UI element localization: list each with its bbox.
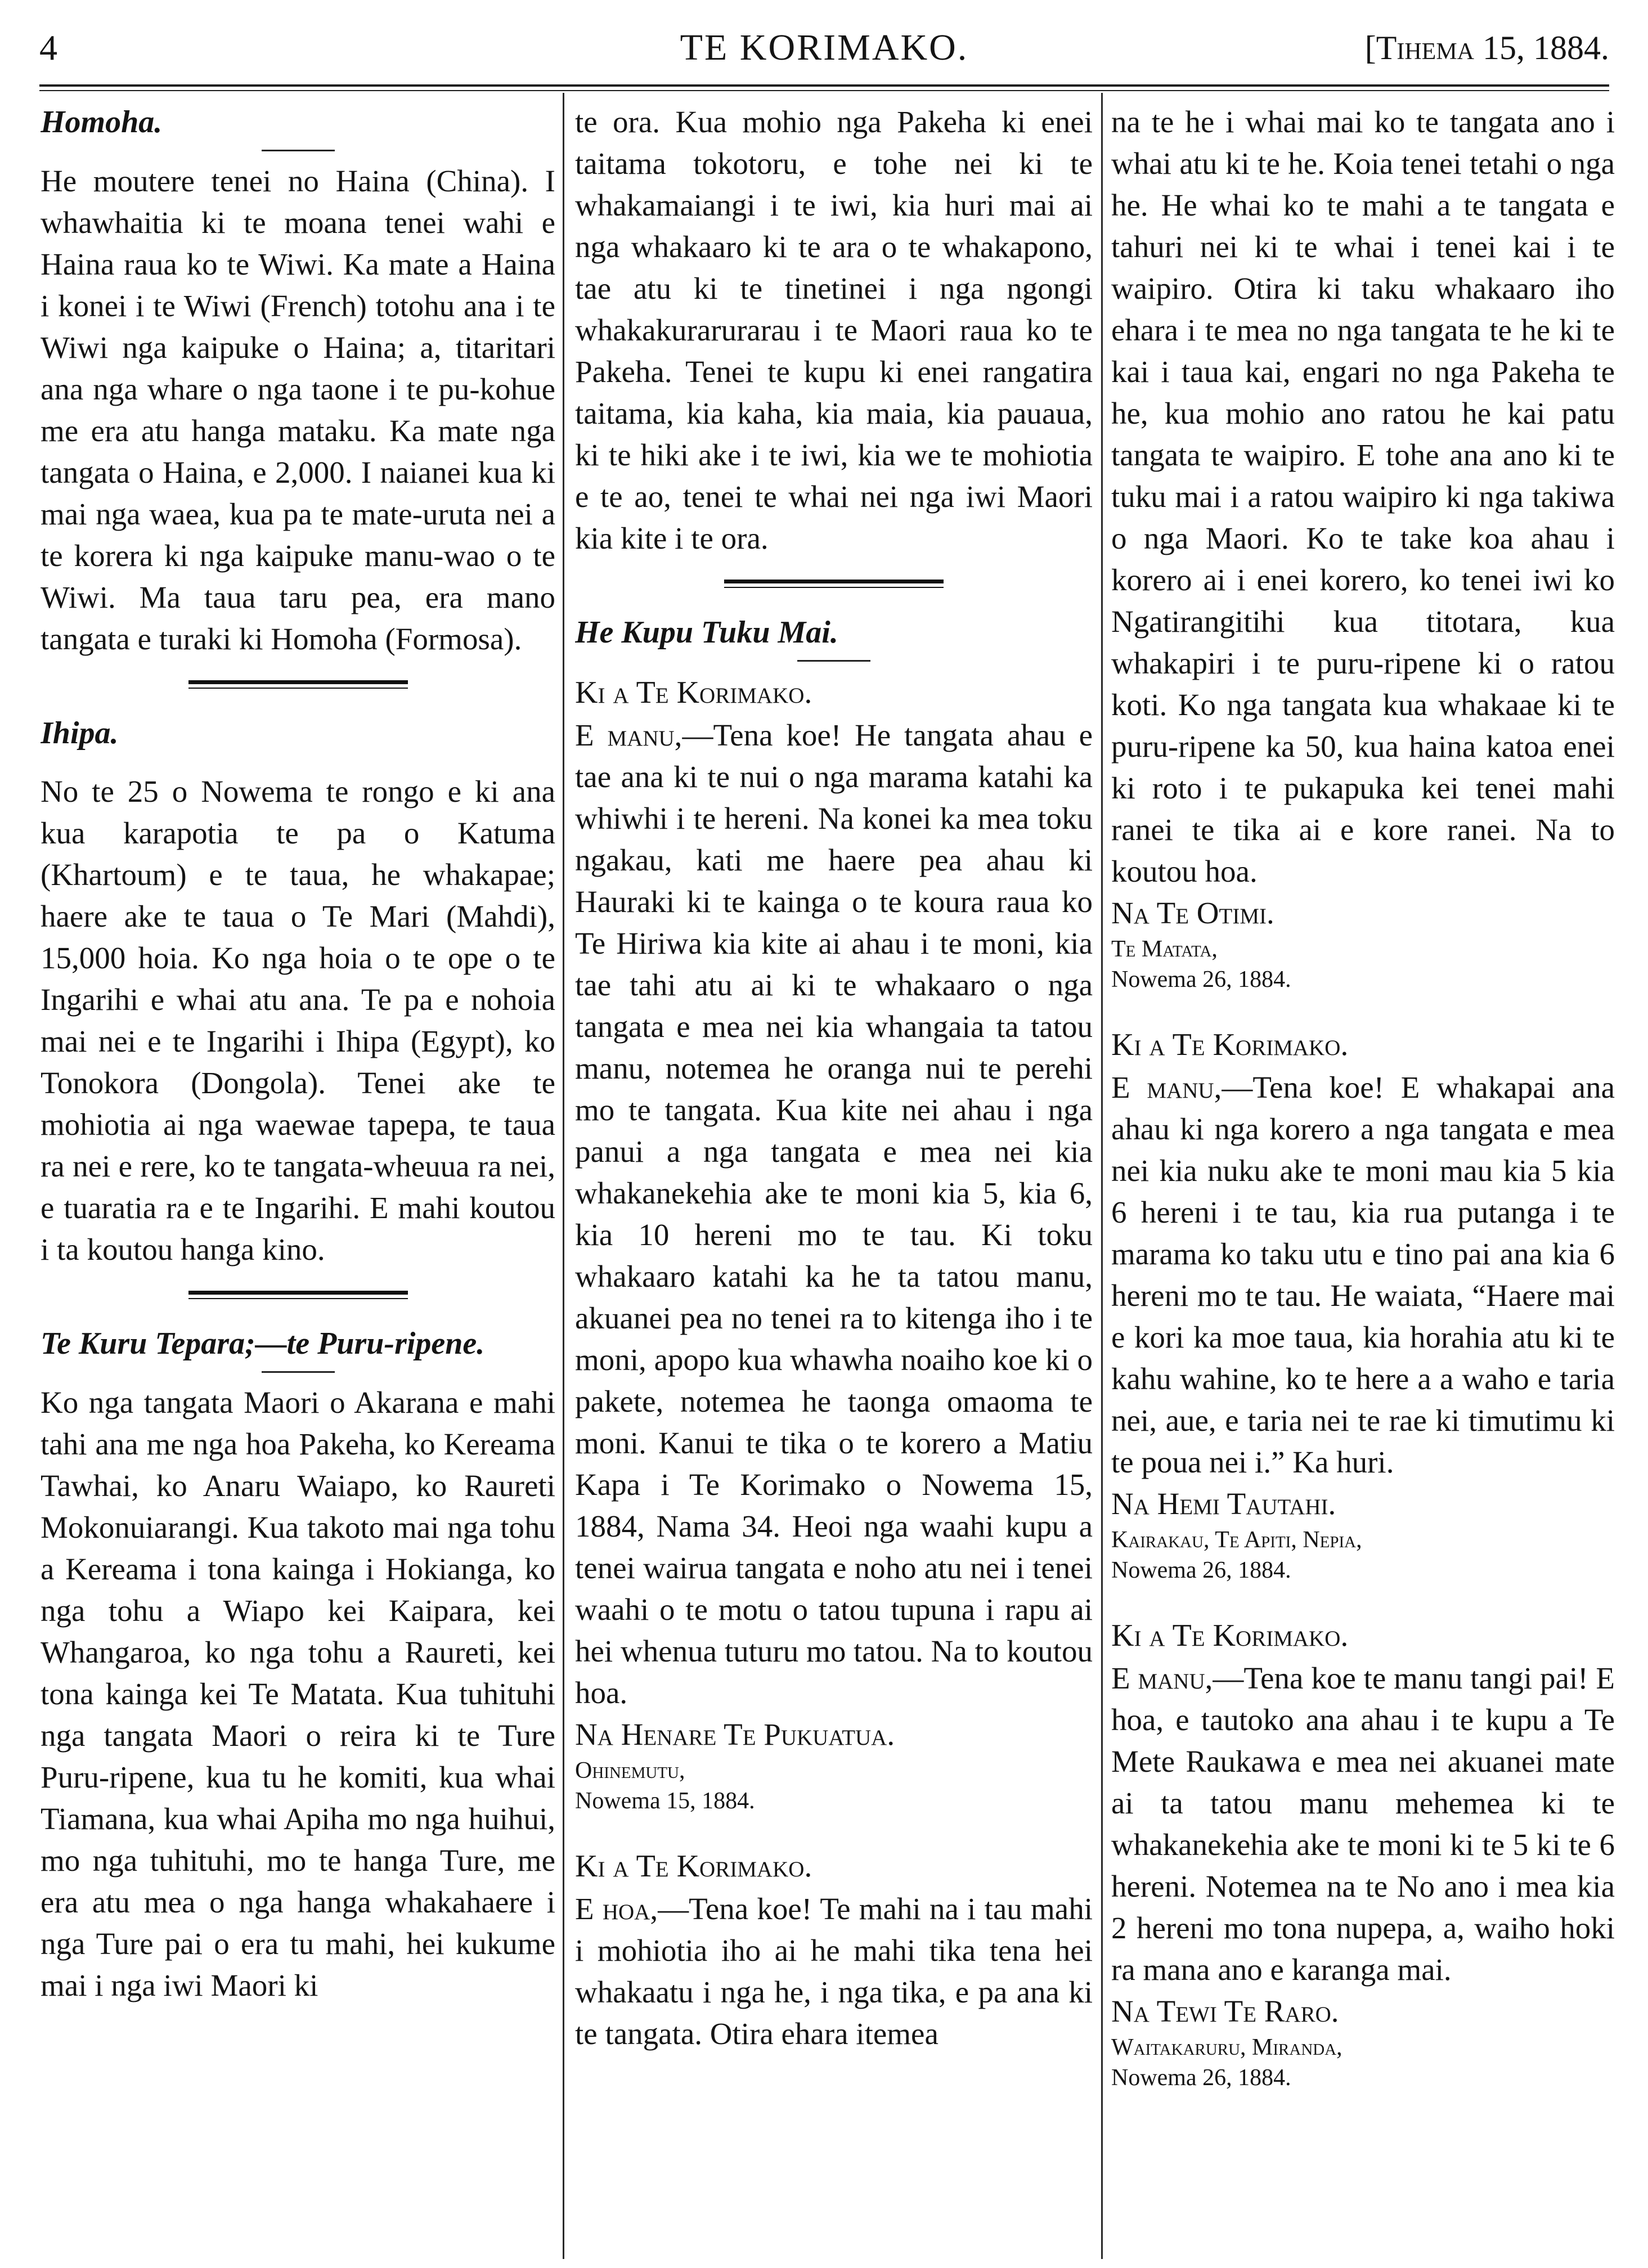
article-body-kuru-continued: te ora. Kua mohio nga Pakeha ki enei taitama tokotoru, e tohe nei ki te whakamaiangi i te iwi, kia huri mai ai nga whakaaro ki te ara o te whakapono, tae atu ki te tinetinei i nga ngongi whakakurarurarau i te Maori raua ko te Pakeha. Tenei te kupu ki enei rangatira taitama, kia kaha, kia maia, kia pauaua, ki te hiki ake i te iwi, kia we te mohiotia e te ao, tenei te whai nei nga iwi Maori kia kite i te ora. [575, 105, 1093, 555]
letter-text: —Tena koe te manu tangi pai! E hoa, e tautoko ana ahau i te kupu a Te Mete Raukawa e mea nei akuanei mate ai ta tatou manu mehemea ki te whakanekehia ake te moni ki te 5 ki te 6 hereni. Notemea na te No ano i mea kia 2 hereni mo tona nupepa, a, waiho hoki ra mana ano e karanga mai. [1111, 1661, 1615, 1987]
letter-signature: Na Hemi Tautahi. [1111, 1486, 1336, 1521]
letter-body-continued: na te he i whai mai ko te tangata ano i whai atu ki te he. Koia tenei tetahi o nga he. He whai ko te mahi a te tangata e tahuri nei ki te whai i tenei kai i te waipiro. Otira ki taku whakaaro iho ehara i te mea no nga tangata te he ki te kai i taua kai, engari no nga Pakeha te he, kua mohio ano ratou he kai patu tangata te waipiro. E tohe ana ano ki te tuku mai i a ratou waipiro ki nga takiwa o nga Maori. Ko te take koa ahau i korero ai i enei korero, ko tenei iwi ko Ngatirangitihi kua titotara, kua whakapiri i te puru-ripene ki o ratou koti. Ko nga tangata kua whakaae ki te puru-ripene ka 50, kua haina katoa enei ki roto i te pukapuka kei tenei mahi ranei te tika ai e kore ranei. Na to koutou hoa. [1111, 105, 1615, 888]
letter-place: Kairakau, Te Apiti, Nepia, [1111, 1527, 1362, 1553]
article-body-ihipa: No te 25 o Nowema te rongo e ki ana kua karapotia te pa o Katuma (Khartoum) e te taua, he whakapae; haere ake te taua o Te Mari (Mahdi), 15,000 hoia. Ko nga hoia o te ope o te Ingarihi e whai atu ana. Te pa e nohoia mai nei e te Ingarihi i Ihipa (Egypt), ko Tonokora (Dongola). Tenei ake te mohiotia ai nga waewae tapepa, te taua ra nei e rere, ko te tangata-wheuua ra nei, e tuaratia ra e te Ingarihi. E mahi koutou i ta koutou hanga kino. [41, 774, 555, 1267]
letter-opening: E manu, [1111, 1661, 1213, 1695]
letter-salutation: Ki a Te Korimako. [575, 1849, 812, 1884]
letter-place: Waitakaruru, Miranda, [1111, 2035, 1342, 2060]
column-divider-2 [1101, 93, 1103, 2259]
article-body-homoha: He moutere tenei no Haina (China). I whawhaitia ki te moana tenei wahi e Haina raua ko te Wiwi. Ka mate a Haina i konei i te Wiwi (French) totohu ana i te Wiwi nga kaipuke o Haina; a, titaritari ana nga whare o nga taone i te pu-kohue me era atu hanga mataku. Ka mate nga tangata o Haina, e 2,000. I naianei kua ki mai nga waea, kua pa te mate-uruta nei a te korera ki nga kaipuke manu-wao o te Wiwi. Ma taua taru pea, era mano tangata e turaki ki Homoha (Formosa). [41, 164, 555, 656]
article-body-kuru: Ko nga tangata Maori o Akarana e mahi tahi ana me nga hoa Pakeha, ko Kereama Tawhai, ko Anaru Waiapo, ko Raureti Mokonuiarangi. Kua takoto mai nga tohu a Kereama i tona kainga i Hokianga, ko nga tohu a Wiapo kei Kaipara, kei Whangaroa, ko nga tohu a Raureti, kei tona kainga kei Te Matata. Kua tuhituhi nga tangata Maori o reira ki te Ture Puru-ripene, kua tu he komiti, kua whai Tiamana, kua whai Apiha mo nga huihui, mo nga tuhituhi, mo te hanga Ture, me era atu mea o nga hanga whakahaere i nga Ture pai o era tu mahi, hei kukume mai i nga iwi Maori ki [41, 1385, 555, 2002]
letter-date: Nowema 26, 1884. [1111, 967, 1291, 992]
letter-opening: E hoa, [575, 1892, 658, 1926]
article-heading-homoha: Homoha. [41, 105, 163, 140]
letter-opening: E manu, [1111, 1070, 1222, 1104]
section-divider [724, 580, 944, 588]
letter-text: —Tena koe! E whakapai ana ahau ki nga korero a nga tangata e mea nei kia nuku ake te moni mau kia 5 kia 6 hereni i te tau, kia rua putanga i te marama ko taku utu e tino pai ana kia 6 hereni mo te tau. He waiata, “Haere mai e kori ka moe taua, kia horahia atu ki te kahu wahine, ko te here a a waho e taria nei, aue, e taria nei te rae ki timutimu ki te poua nei i.” Ka huri. [1111, 1070, 1615, 1479]
letter-salutation: Ki a Te Korimako. [1111, 1618, 1349, 1653]
letter-date: Nowema 26, 1884. [1111, 1557, 1291, 1583]
letter-body [1111, 1067, 1615, 1483]
page-header [39, 23, 1609, 73]
heading-rule [262, 150, 335, 151]
column-divider-1 [563, 93, 564, 2259]
letter-text: —Tena koe! Te mahi na i tau mahi i mohiotia iho ai he mahi tika tena hei whakaatu i nga he, i nga tika, e pa ana ki te tangata. Otira ehara itemea [575, 1892, 1093, 2051]
column-2 [575, 101, 1093, 2256]
letter-date: Nowema 26, 1884. [1111, 2065, 1291, 2091]
section-divider [188, 680, 408, 689]
letter-body [1111, 1658, 1615, 1991]
article-heading-kuru: Te Kuru Tepara;—te Puru-ripene. [41, 1326, 485, 1361]
article-heading-ihipa: Ihipa. [41, 716, 119, 751]
heading-rule [262, 1371, 335, 1373]
letter-place: Ohinemutu, [575, 1758, 685, 1784]
section-heading-kupu: He Kupu Tuku Mai. [575, 615, 838, 650]
letter-salutation: Ki a Te Korimako. [1111, 1027, 1349, 1062]
letter-signature: Na Henare Te Pukuatua. [575, 1717, 895, 1751]
column-1 [41, 101, 555, 2256]
column-3 [1111, 101, 1615, 2256]
header-rule-thin [39, 90, 1609, 91]
letter-body [575, 715, 1093, 1714]
letter-body [575, 1888, 1093, 2055]
letter-place: Te Matata, [1111, 936, 1218, 962]
section-divider [188, 1291, 408, 1299]
newspaper-title: TE KORIMAKO. [680, 27, 969, 68]
letter-text: —Tena koe! He tangata ahau e tae ana ki te nui o nga marama katahi ka whiwhi i te hereni. Na konei ka mea toku ngakau, kati me haere pea ahau ki Hauraki ki te kainga o te koura raua ko Te Hiriwa kia kite ai ahau i te moni, kia tae tahi atu ai ki te whakaaro o nga tangata e mea nei kia whangaia ta tatou manu, notemea he oranga nui te perehi mo te tangata. Kua kite nei ahau i nga panui a nga tangata e mea nei kia whakanekehia ake te moni kia 5, kia 6, kia 10 hereni mo te tau. Ki toku whakaaro katahi ka he ta tatou manu, akuanei pea no tenei ra to kitenga iho i te moni, apopo kua whawha noaiho koe ki o pakete, notemea he taonga omaoma te moni. Kanui te tika o te korero a Matiu Kapa i Te Korimako o Nowema 15, 1884, Nama 34. Heoi nga waahi kupu a tenei wairua tangata e noho atu nei i tenei waahi o te motu o tatou tupuna i rapu ai hei whenua tuturu mo tatou. Na to koutou hoa. [575, 718, 1093, 1710]
header-rule [39, 84, 1609, 87]
letter-date: Nowema 15, 1884. [575, 1788, 755, 1814]
issue-date: [Tihema 15, 1884. [1364, 29, 1609, 66]
letter-signature: Na Te Otimi. [1111, 896, 1274, 930]
letter-salutation: Ki a Te Korimako. [575, 675, 812, 710]
letter-opening: E manu, [575, 718, 682, 752]
heading-rule [797, 660, 870, 662]
page-number: 4 [39, 28, 57, 68]
letter-signature: Na Tewi Te Raro. [1111, 1994, 1339, 2028]
